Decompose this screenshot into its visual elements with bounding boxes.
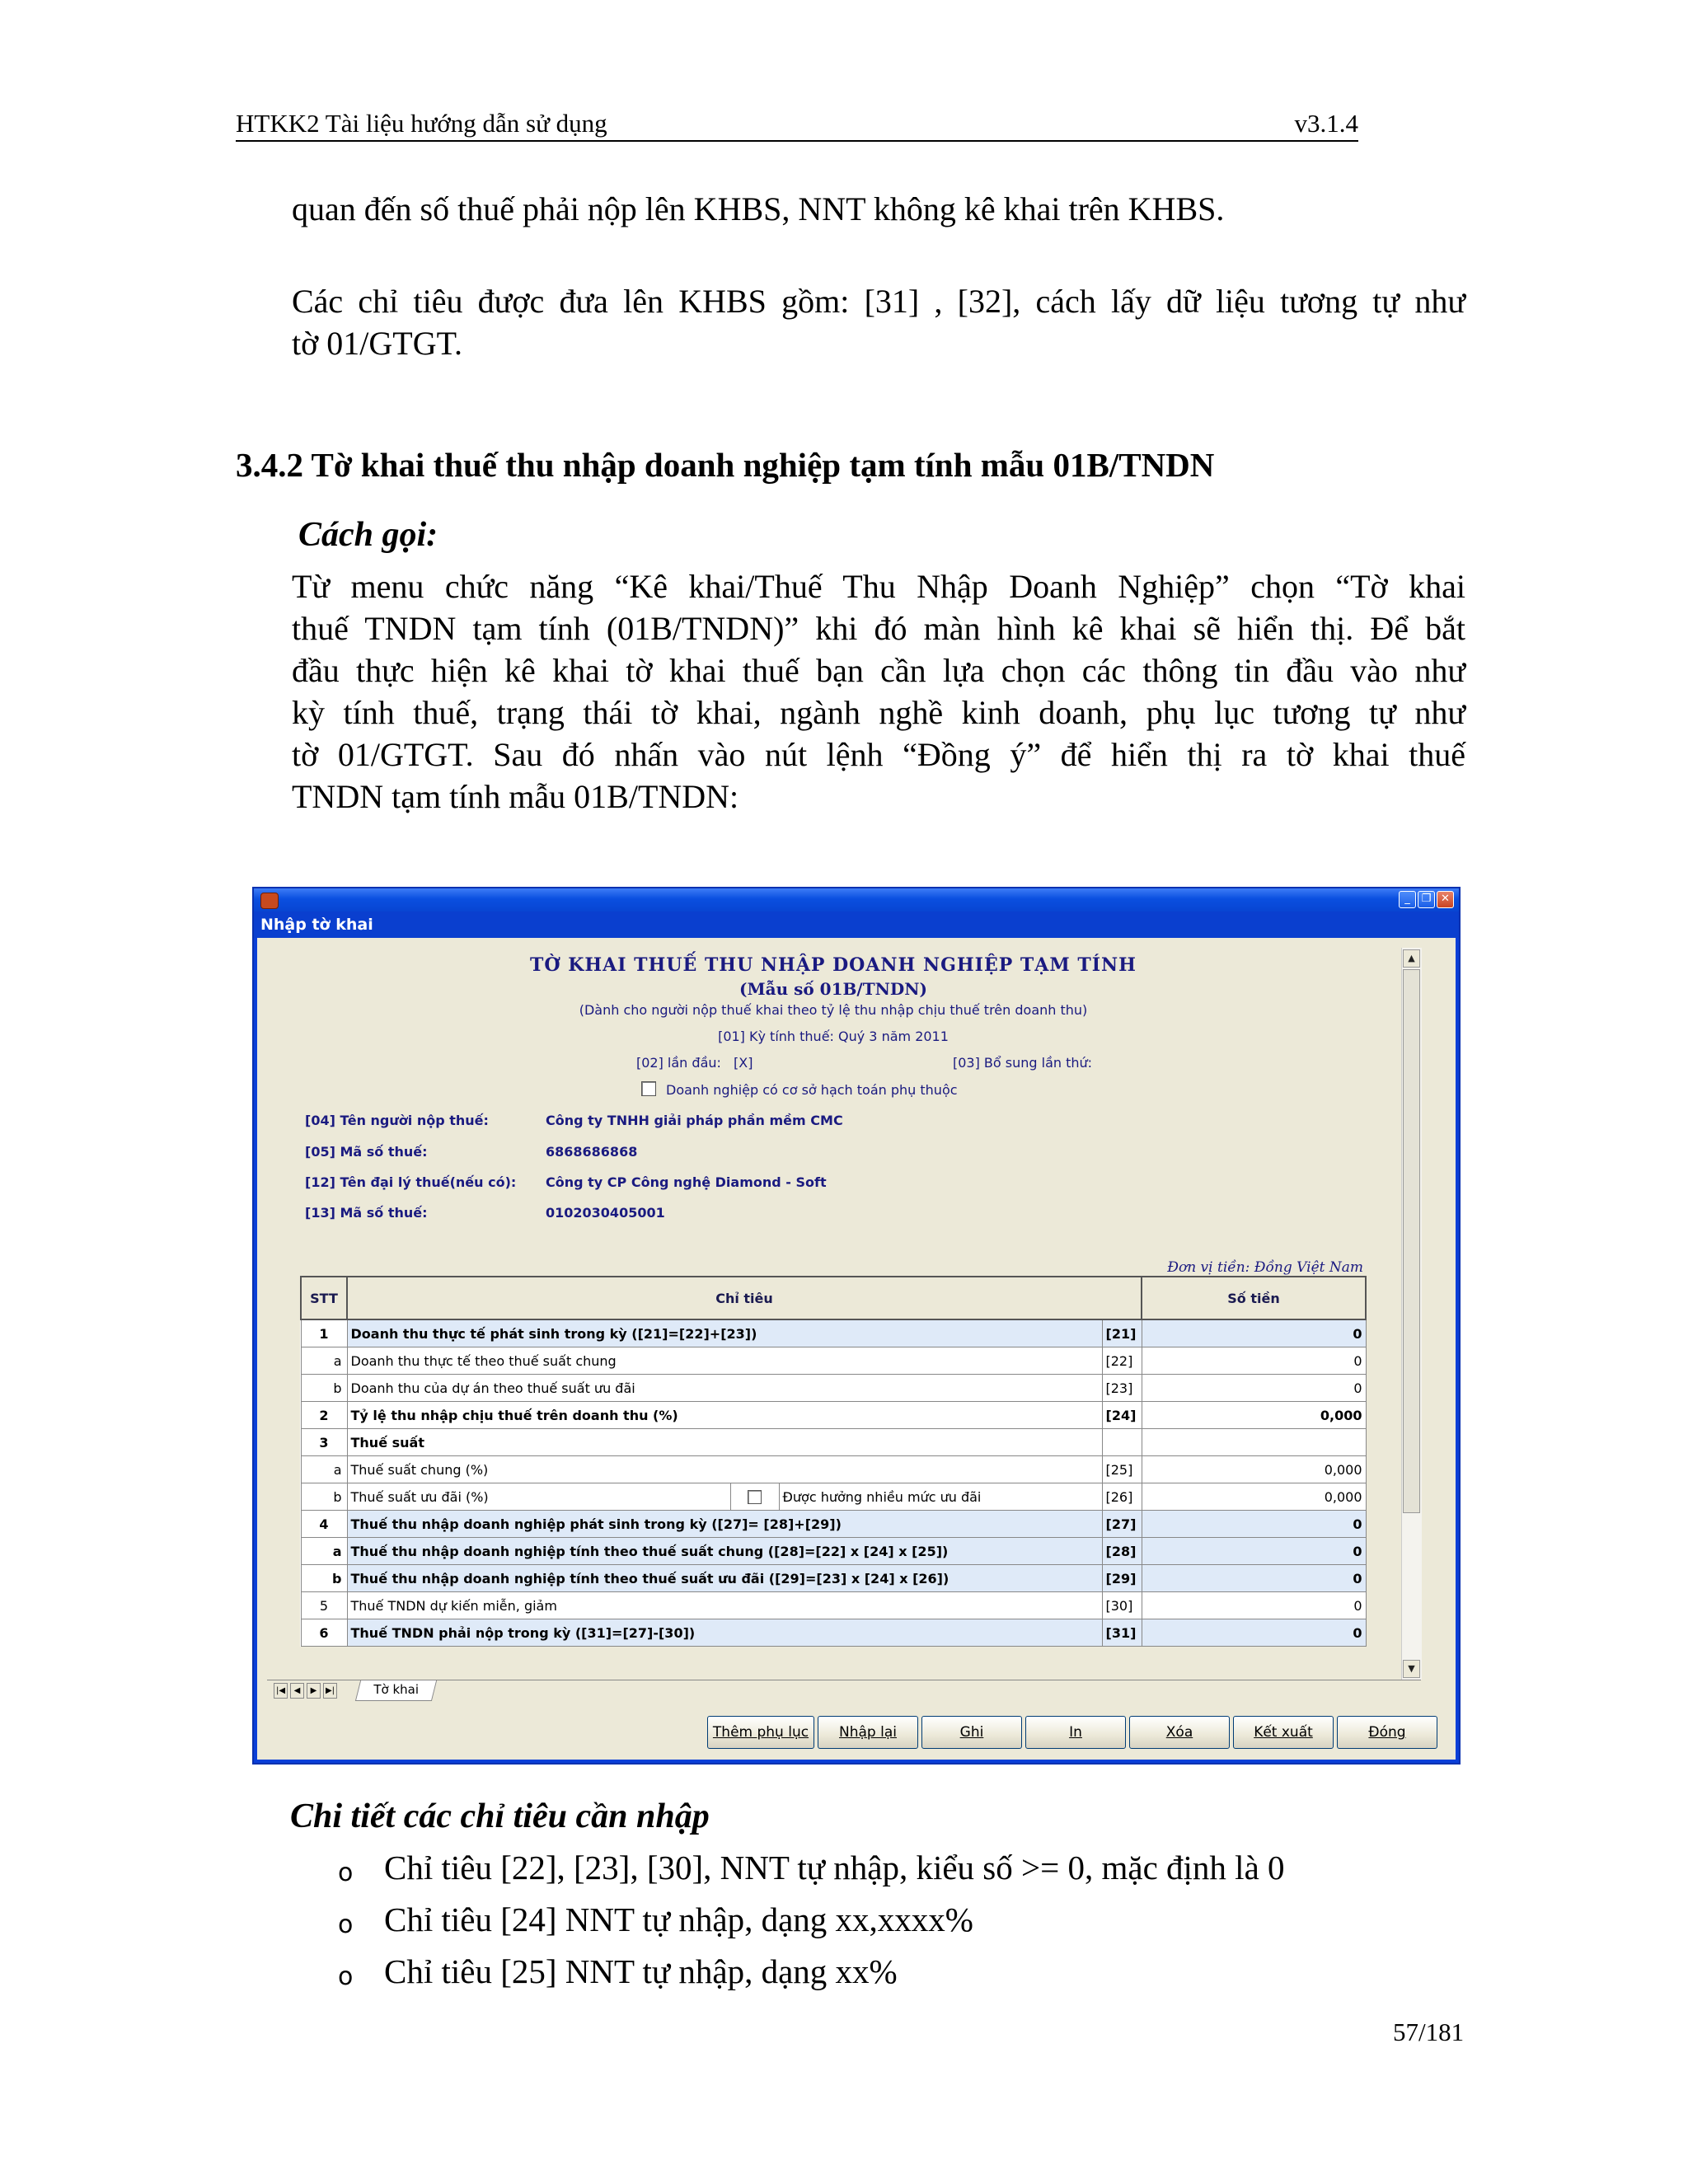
reset-button[interactable]: Nhập lại [818, 1716, 918, 1749]
window-title: Nhập tờ khai [254, 912, 1459, 938]
split-cell [351, 1483, 1102, 1510]
table-row [301, 1347, 1366, 1375]
tax-period: [01] Kỳ tính thuế: Quý 3 năm 2011 [718, 1029, 949, 1044]
close-form-button[interactable]: Đóng [1337, 1716, 1437, 1749]
taxpayer-label: [04] Tên người nộp thuế: [305, 1113, 489, 1128]
row-stt: a [301, 1456, 347, 1483]
action-buttons [707, 1716, 1437, 1749]
row-stt: 5 [301, 1592, 347, 1619]
table-row [301, 1456, 1366, 1483]
header-indicator: Chỉ tiêu [347, 1277, 1142, 1319]
scroll-down-icon[interactable]: ▼ [1403, 1660, 1420, 1678]
row-code: [26] [1102, 1483, 1142, 1511]
indicator-table [300, 1276, 1367, 1647]
add-appendix-button[interactable]: Thêm phụ lục [707, 1716, 814, 1749]
row-indicator: Thuế thu nhập doanh nghiệp tính theo thuế suất chung ([28]=[22] x [24] x [25]) [347, 1538, 1102, 1565]
row-amount: 0 [1142, 1319, 1366, 1347]
table-header-row [301, 1277, 1366, 1319]
row-code: [25] [1102, 1456, 1142, 1483]
row-amount: 0 [1142, 1619, 1366, 1647]
row-stt: 6 [301, 1619, 347, 1647]
tab-to-khai[interactable] [355, 1680, 437, 1701]
row-amount-input[interactable]: 0 [1142, 1375, 1366, 1402]
doc-title: HTKK2 Tài liệu hướng dẫn sử dụng [236, 109, 607, 138]
doc-version: v3.1.4 [1294, 109, 1358, 138]
intro-line: quan đến số thuế phải nộp lên KHBS, NNT không kê khai trên KHBS. [292, 190, 1225, 227]
row-stt: a [301, 1538, 347, 1565]
page-number: 57/181 [1393, 2018, 1465, 2046]
sheet-tab-strip [267, 1680, 1421, 1702]
row-indicator: Thuế suất chung (%) [347, 1456, 1102, 1483]
bullet-text: Chỉ tiêu [24] NNT tự nhập, dạng xx,xxxx% [384, 1900, 973, 1938]
header-stt: STT [301, 1277, 347, 1319]
row-stt: 2 [301, 1402, 347, 1429]
window-titlebar [254, 888, 1459, 912]
first-time-value[interactable]: [X] [734, 1055, 753, 1071]
form-subtitle: (Mẫu số 01B/TNDN) [739, 979, 927, 999]
row-code: [27] [1102, 1511, 1142, 1538]
bullet-marker: o [338, 1962, 354, 1991]
table-row [301, 1375, 1366, 1402]
first-time-label: [02] lần đầu: [636, 1055, 721, 1071]
row-indicator: Doanh thu thực tế phát sinh trong kỳ ([21]=[22]+[23]) [347, 1319, 1102, 1347]
multi-incentive-label: Được hưởng nhiều mức ưu đãi [782, 1488, 982, 1505]
declaration-form [267, 948, 1400, 1680]
save-button[interactable]: Ghi [921, 1716, 1022, 1749]
page-header [236, 107, 1358, 142]
scroll-up-icon[interactable]: ▲ [1403, 949, 1420, 968]
bullet-marker: o [338, 1858, 354, 1887]
row-indicator: Thuế thu nhập doanh nghiệp phát sinh trong kỳ ([27]= [28]+[29]) [347, 1511, 1102, 1538]
first-sheet-icon[interactable]: |◀ [274, 1683, 288, 1699]
row-code: [30] [1102, 1592, 1142, 1619]
list-item [338, 1948, 1285, 2000]
how-to-line: thuế TNDN tạm tính (01B/TNDN)” khi đó màn hình kê khai sẽ hiển thị. Để bắt [292, 610, 1465, 647]
row-indicator: Thuế suất [347, 1429, 1102, 1456]
row-code [1102, 1429, 1142, 1456]
row-stt: 3 [301, 1429, 347, 1456]
table-row [301, 1319, 1366, 1347]
header-amount: Số tiền [1142, 1277, 1366, 1319]
agent-code-value: 0102030405001 [546, 1205, 665, 1221]
dependent-unit-label: Doanh nghiệp có cơ sở hạch toán phụ thuộc [666, 1082, 958, 1098]
row-indicator: Thuế suất ưu đãi (%) [350, 1488, 489, 1505]
details-list [338, 1844, 1285, 2000]
row-code: [23] [1102, 1375, 1142, 1402]
tab-label: Tờ khai [373, 1682, 420, 1697]
dependent-unit-checkbox[interactable] [641, 1081, 656, 1096]
table-row [301, 1511, 1366, 1538]
table-row [301, 1592, 1366, 1619]
window-controls [1399, 891, 1454, 908]
intro-p2-line1: Các chỉ tiêu được đưa lên KHBS gồm: [31] , [32], cách lấy dữ liệu tương tự như [292, 283, 1465, 320]
row-stt: b [301, 1565, 347, 1592]
app-icon [260, 893, 279, 909]
bullet-text: Chỉ tiêu [22], [23], [30], NNT tự nhập, kiểu số >= 0, mặc định là 0 [384, 1849, 1285, 1886]
row-amount [1142, 1429, 1366, 1456]
row-stt: b [301, 1483, 347, 1511]
row-indicator-split [347, 1483, 1102, 1511]
multi-incentive-checkbox-cell [730, 1483, 780, 1510]
how-to-line: đầu thực hiện kê khai tờ khai thuế bạn cần lựa chọn các thông tin đầu vào như [292, 652, 1465, 689]
next-sheet-icon[interactable]: ▶ [307, 1683, 321, 1699]
details-heading: Chi tiết các chỉ tiêu cần nhập [290, 1797, 710, 1835]
delete-button[interactable]: Xóa [1129, 1716, 1230, 1749]
row-amount: 0 [1142, 1565, 1366, 1592]
row-amount-input[interactable]: 0,000 [1142, 1402, 1366, 1429]
multi-incentive-checkbox[interactable] [748, 1490, 762, 1504]
minimize-button[interactable]: _ [1399, 891, 1416, 908]
row-amount-input[interactable]: 0 [1142, 1592, 1366, 1619]
restore-button[interactable]: ❐ [1418, 891, 1435, 908]
row-code: [28] [1102, 1538, 1142, 1565]
table-row [301, 1429, 1366, 1456]
table-row [301, 1619, 1366, 1647]
row-indicator: Tỷ lệ thu nhập chịu thuế trên doanh thu (%) [347, 1402, 1102, 1429]
form-note: (Dành cho người nộp thuế khai theo tỷ lệ thu nhập chịu thuế trên doanh thu) [579, 1002, 1088, 1018]
tax-code-value: 6868686868 [546, 1144, 638, 1160]
intro-p2-line2: tờ 01/GTGT. [292, 325, 463, 362]
table-row [301, 1483, 1366, 1511]
row-amount-input[interactable]: 0,000 [1142, 1483, 1366, 1511]
form-title: TỜ KHAI THUẾ THU NHẬP DOANH NGHIỆP TẠM TÍNH [530, 954, 1137, 976]
table-row [301, 1565, 1366, 1592]
agent-code-label: [13] Mã số thuế: [305, 1205, 428, 1221]
row-indicator: Thuế TNDN dự kiến miễn, giảm [347, 1592, 1102, 1619]
agent-label: [12] Tên đại lý thuế(nếu có): [305, 1174, 517, 1190]
row-amount: 0 [1142, 1511, 1366, 1538]
supplement-label: [03] Bổ sung lần thứ: [953, 1055, 1093, 1071]
print-button[interactable]: In [1025, 1716, 1126, 1749]
tax-code-label: [05] Mã số thuế: [305, 1144, 428, 1160]
last-sheet-icon[interactable]: ▶| [323, 1683, 337, 1699]
row-amount-input[interactable]: 0 [1142, 1347, 1366, 1375]
row-code: [29] [1102, 1565, 1142, 1592]
how-to-paragraph [292, 565, 1465, 818]
scroll-thumb[interactable] [1403, 969, 1420, 1513]
row-amount-input[interactable]: 0,000 [1142, 1456, 1366, 1483]
list-item [338, 1896, 1285, 1948]
row-amount: 0 [1142, 1538, 1366, 1565]
how-to-line: kỳ tính thuế, trạng thái tờ khai, ngành nghề kinh doanh, phụ lục tương tự như [292, 694, 1465, 731]
list-item [338, 1844, 1285, 1896]
declaration-window [252, 887, 1461, 1765]
prev-sheet-icon[interactable]: ◀ [290, 1683, 304, 1699]
bullet-text: Chỉ tiêu [25] NNT tự nhập, dạng xx% [384, 1952, 898, 1990]
vertical-scrollbar[interactable] [1401, 948, 1422, 1680]
row-code: [21] [1102, 1319, 1142, 1347]
table-row [301, 1538, 1366, 1565]
section-heading: 3.4.2 Tờ khai thuế thu nhập doanh nghiệp tạm tính mẫu 01B/TNDN [236, 446, 1215, 484]
close-button[interactable]: ✕ [1437, 891, 1454, 908]
row-stt: a [301, 1347, 347, 1375]
taxpayer-value: Công ty TNHH giải pháp phần mềm CMC [546, 1113, 843, 1128]
row-code: [24] [1102, 1402, 1142, 1429]
row-indicator: Doanh thu của dự án theo thuế suất ưu đãi [347, 1375, 1102, 1402]
how-to-line: tờ 01/GTGT. Sau đó nhấn vào nút lệnh “Đồng ý” để hiển thị ra tờ khai thuế [292, 736, 1465, 773]
row-code: [22] [1102, 1347, 1142, 1375]
row-code: [31] [1102, 1619, 1142, 1647]
row-indicator: Thuế thu nhập doanh nghiệp tính theo thuế suất ưu đãi ([29]=[23] x [24] x [26]) [347, 1565, 1102, 1592]
window-body [257, 938, 1456, 1760]
row-stt: b [301, 1375, 347, 1402]
export-button[interactable]: Kết xuất [1233, 1716, 1334, 1749]
row-stt: 1 [301, 1319, 347, 1347]
intro-paragraph [292, 280, 1465, 364]
how-to-heading: Cách gọi: [298, 516, 438, 554]
row-indicator: Thuế TNDN phải nộp trong kỳ ([31]=[27]-[30]) [347, 1619, 1102, 1647]
table-row [301, 1402, 1366, 1429]
how-to-line: TNDN tạm tính mẫu 01B/TNDN: [292, 778, 739, 815]
row-indicator: Doanh thu thực tế theo thuế suất chung [347, 1347, 1102, 1375]
row-stt: 4 [301, 1511, 347, 1538]
currency-unit: Đơn vị tiền: Đồng Việt Nam [1167, 1259, 1363, 1276]
how-to-line: Từ menu chức năng “Kê khai/Thuế Thu Nhập Doanh Nghiệp” chọn “Tờ khai [292, 568, 1465, 605]
bullet-marker: o [338, 1910, 354, 1939]
agent-value: Công ty CP Công nghệ Diamond - Soft [546, 1174, 827, 1190]
